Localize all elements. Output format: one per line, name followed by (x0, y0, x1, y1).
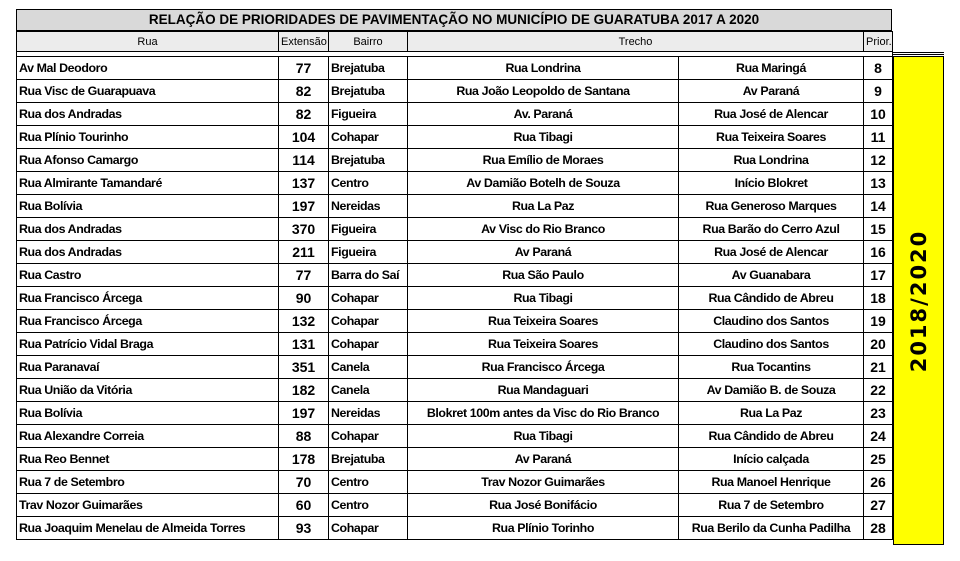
cell-length: 137 (279, 172, 329, 195)
cell-street-name: Rua Almirante Tamandaré (17, 172, 279, 195)
cell-segment-to: Rua Teixeira Soares (679, 126, 864, 149)
cell-street-name: Rua Visc de Guarapuava (17, 80, 279, 103)
cell-length: 104 (279, 126, 329, 149)
cell-segment-from: Rua Mandaguari (408, 379, 679, 402)
cell-priority: 13 (864, 172, 893, 195)
cell-street-name: Rua dos Andradas (17, 241, 279, 264)
cell-segment-from: Rua Emílio de Moraes (408, 149, 679, 172)
cell-street-name: Rua dos Andradas (17, 218, 279, 241)
cell-length: 197 (279, 402, 329, 425)
cell-segment-from: Rua Plínio Torinho (408, 517, 679, 540)
table-row (17, 195, 893, 218)
cell-priority: 26 (864, 471, 893, 494)
cell-neighborhood: Figueira (329, 241, 408, 264)
cell-segment-from: Rua São Paulo (408, 264, 679, 287)
cell-priority: 23 (864, 402, 893, 425)
cell-priority: 15 (864, 218, 893, 241)
cell-segment-to: Rua La Paz (679, 402, 864, 425)
cell-length: 182 (279, 379, 329, 402)
cell-neighborhood: Canela (329, 356, 408, 379)
header-bairro: Bairro (329, 32, 408, 52)
cell-segment-from: Rua Francisco Árcega (408, 356, 679, 379)
table-row (17, 356, 893, 379)
table-row (17, 126, 893, 149)
cell-street-name: Rua Patrício Vidal Braga (17, 333, 279, 356)
cell-priority: 22 (864, 379, 893, 402)
cell-segment-from: Rua Londrina (408, 57, 679, 80)
table-row (17, 241, 893, 264)
cell-neighborhood: Cohapar (329, 517, 408, 540)
cell-neighborhood: Cohapar (329, 310, 408, 333)
cell-street-name: Rua Francisco Árcega (17, 287, 279, 310)
cell-neighborhood: Cohapar (329, 287, 408, 310)
cell-segment-to: Rua Manoel Henrique (679, 471, 864, 494)
table-row (17, 448, 893, 471)
header-extensao: Extensão (279, 32, 329, 52)
cell-length: 82 (279, 103, 329, 126)
cell-length: 351 (279, 356, 329, 379)
cell-priority: 16 (864, 241, 893, 264)
cell-neighborhood: Nereidas (329, 195, 408, 218)
cell-segment-to: Claudino dos Santos (679, 310, 864, 333)
cell-segment-from: Rua Tibagi (408, 126, 679, 149)
cell-street-name: Rua Paranavaí (17, 356, 279, 379)
table-row (17, 149, 893, 172)
cell-length: 77 (279, 264, 329, 287)
cell-segment-from: Blokret 100m antes da Visc do Rio Branco (408, 402, 679, 425)
cell-neighborhood: Brejatuba (329, 149, 408, 172)
cell-neighborhood: Centro (329, 494, 408, 517)
cell-segment-to: Rua José de Alencar (679, 103, 864, 126)
cell-priority: 17 (864, 264, 893, 287)
table-row (17, 287, 893, 310)
cell-priority: 14 (864, 195, 893, 218)
cell-segment-to: Rua José de Alencar (679, 241, 864, 264)
cell-segment-from: Av Paraná (408, 241, 679, 264)
cell-priority: 10 (864, 103, 893, 126)
table-row (17, 379, 893, 402)
cell-street-name: Av Mal Deodoro (17, 57, 279, 80)
header-row (17, 32, 893, 52)
cell-segment-to: Rua Maringá (679, 57, 864, 80)
cell-neighborhood: Cohapar (329, 126, 408, 149)
cell-segment-to: Rua 7 de Setembro (679, 494, 864, 517)
cell-segment-to: Rua Generoso Marques (679, 195, 864, 218)
cell-priority: 18 (864, 287, 893, 310)
table-row (17, 425, 893, 448)
cell-segment-to: Rua Londrina (679, 149, 864, 172)
cell-neighborhood: Figueira (329, 218, 408, 241)
cell-street-name: Rua Bolívia (17, 195, 279, 218)
cell-segment-from: Av Damião Botelh de Souza (408, 172, 679, 195)
cell-priority: 25 (864, 448, 893, 471)
table-row (17, 57, 893, 80)
cell-segment-to: Rua Barão do Cerro Azul (679, 218, 864, 241)
cell-street-name: Rua Reo Bennet (17, 448, 279, 471)
table-row (17, 103, 893, 126)
table-row (17, 494, 893, 517)
cell-segment-from: Rua Tibagi (408, 425, 679, 448)
cell-segment-from: Rua João Leopoldo de Santana (408, 80, 679, 103)
cell-street-name: Rua Afonso Camargo (17, 149, 279, 172)
cell-priority: 20 (864, 333, 893, 356)
table-row (17, 310, 893, 333)
cell-segment-to: Av Paraná (679, 80, 864, 103)
cell-segment-to: Início calçada (679, 448, 864, 471)
cell-segment-to: Av Guanabara (679, 264, 864, 287)
cell-street-name: Rua Francisco Árcega (17, 310, 279, 333)
cell-neighborhood: Figueira (329, 103, 408, 126)
priority-table (16, 31, 893, 540)
cell-neighborhood: Brejatuba (329, 57, 408, 80)
cell-priority: 11 (864, 126, 893, 149)
table-row (17, 218, 893, 241)
cell-segment-from: Rua Tibagi (408, 287, 679, 310)
cell-neighborhood: Barra do Saí (329, 264, 408, 287)
cell-priority: 8 (864, 57, 893, 80)
cell-priority: 21 (864, 356, 893, 379)
header-trecho: Trecho (408, 32, 864, 52)
table-row (17, 402, 893, 425)
header-rua: Rua (17, 32, 279, 52)
cell-length: 70 (279, 471, 329, 494)
cell-length: 114 (279, 149, 329, 172)
cell-neighborhood: Brejatuba (329, 448, 408, 471)
cell-length: 60 (279, 494, 329, 517)
cell-length: 370 (279, 218, 329, 241)
cell-length: 88 (279, 425, 329, 448)
cell-street-name: Rua União da Vitória (17, 379, 279, 402)
cell-segment-from: Rua La Paz (408, 195, 679, 218)
cell-street-name: Rua Castro (17, 264, 279, 287)
table-row (17, 264, 893, 287)
cell-street-name: Rua 7 de Setembro (17, 471, 279, 494)
cell-street-name: Rua Plínio Tourinho (17, 126, 279, 149)
cell-length: 77 (279, 57, 329, 80)
header-prior: Prior. (864, 32, 893, 52)
cell-priority: 12 (864, 149, 893, 172)
cell-length: 211 (279, 241, 329, 264)
cell-segment-from: Rua José Bonifácio (408, 494, 679, 517)
cell-segment-from: Av Paraná (408, 448, 679, 471)
cell-segment-to: Claudino dos Santos (679, 333, 864, 356)
cell-neighborhood: Cohapar (329, 425, 408, 448)
cell-length: 90 (279, 287, 329, 310)
table-body (17, 57, 893, 540)
table-row (17, 471, 893, 494)
table-title: RELAÇÃO DE PRIORIDADES DE PAVIMENTAÇÃO NO MUNICÍPIO DE GUARATUBA 2017 A 2020 (16, 9, 892, 31)
cell-segment-to: Rua Berilo da Cunha Padilha (679, 517, 864, 540)
cell-priority: 27 (864, 494, 893, 517)
cell-priority: 28 (864, 517, 893, 540)
cell-length: 132 (279, 310, 329, 333)
cell-neighborhood: Centro (329, 471, 408, 494)
header-rule (892, 52, 944, 55)
cell-neighborhood: Nereidas (329, 402, 408, 425)
cell-neighborhood: Brejatuba (329, 80, 408, 103)
cell-length: 178 (279, 448, 329, 471)
cell-segment-from: Av Visc do Rio Branco (408, 218, 679, 241)
cell-length: 82 (279, 80, 329, 103)
cell-segment-to: Rua Cândido de Abreu (679, 287, 864, 310)
cell-segment-from: Rua Teixeira Soares (408, 310, 679, 333)
cell-priority: 24 (864, 425, 893, 448)
cell-segment-to: Início Blokret (679, 172, 864, 195)
table-row (17, 172, 893, 195)
table-row (17, 333, 893, 356)
cell-segment-from: Rua Teixeira Soares (408, 333, 679, 356)
cell-segment-to: Rua Tocantins (679, 356, 864, 379)
cell-street-name: Rua Alexandre Correia (17, 425, 279, 448)
cell-street-name: Rua dos Andradas (17, 103, 279, 126)
cell-priority: 9 (864, 80, 893, 103)
table-row (17, 517, 893, 540)
cell-segment-to: Rua Cândido de Abreu (679, 425, 864, 448)
cell-neighborhood: Cohapar (329, 333, 408, 356)
cell-length: 197 (279, 195, 329, 218)
table-row (17, 80, 893, 103)
cell-segment-from: Av. Paraná (408, 103, 679, 126)
cell-street-name: Rua Joaquim Menelau de Almeida Torres (17, 517, 279, 540)
cell-segment-to: Av Damião B. de Souza (679, 379, 864, 402)
cell-segment-from: Trav Nozor Guimarães (408, 471, 679, 494)
cell-neighborhood: Canela (329, 379, 408, 402)
cell-street-name: Trav Nozor Guimarães (17, 494, 279, 517)
cell-length: 93 (279, 517, 329, 540)
period-band (893, 56, 944, 545)
cell-neighborhood: Centro (329, 172, 408, 195)
period-label: 2018/2020 (906, 229, 931, 372)
cell-length: 131 (279, 333, 329, 356)
cell-priority: 19 (864, 310, 893, 333)
cell-street-name: Rua Bolívia (17, 402, 279, 425)
